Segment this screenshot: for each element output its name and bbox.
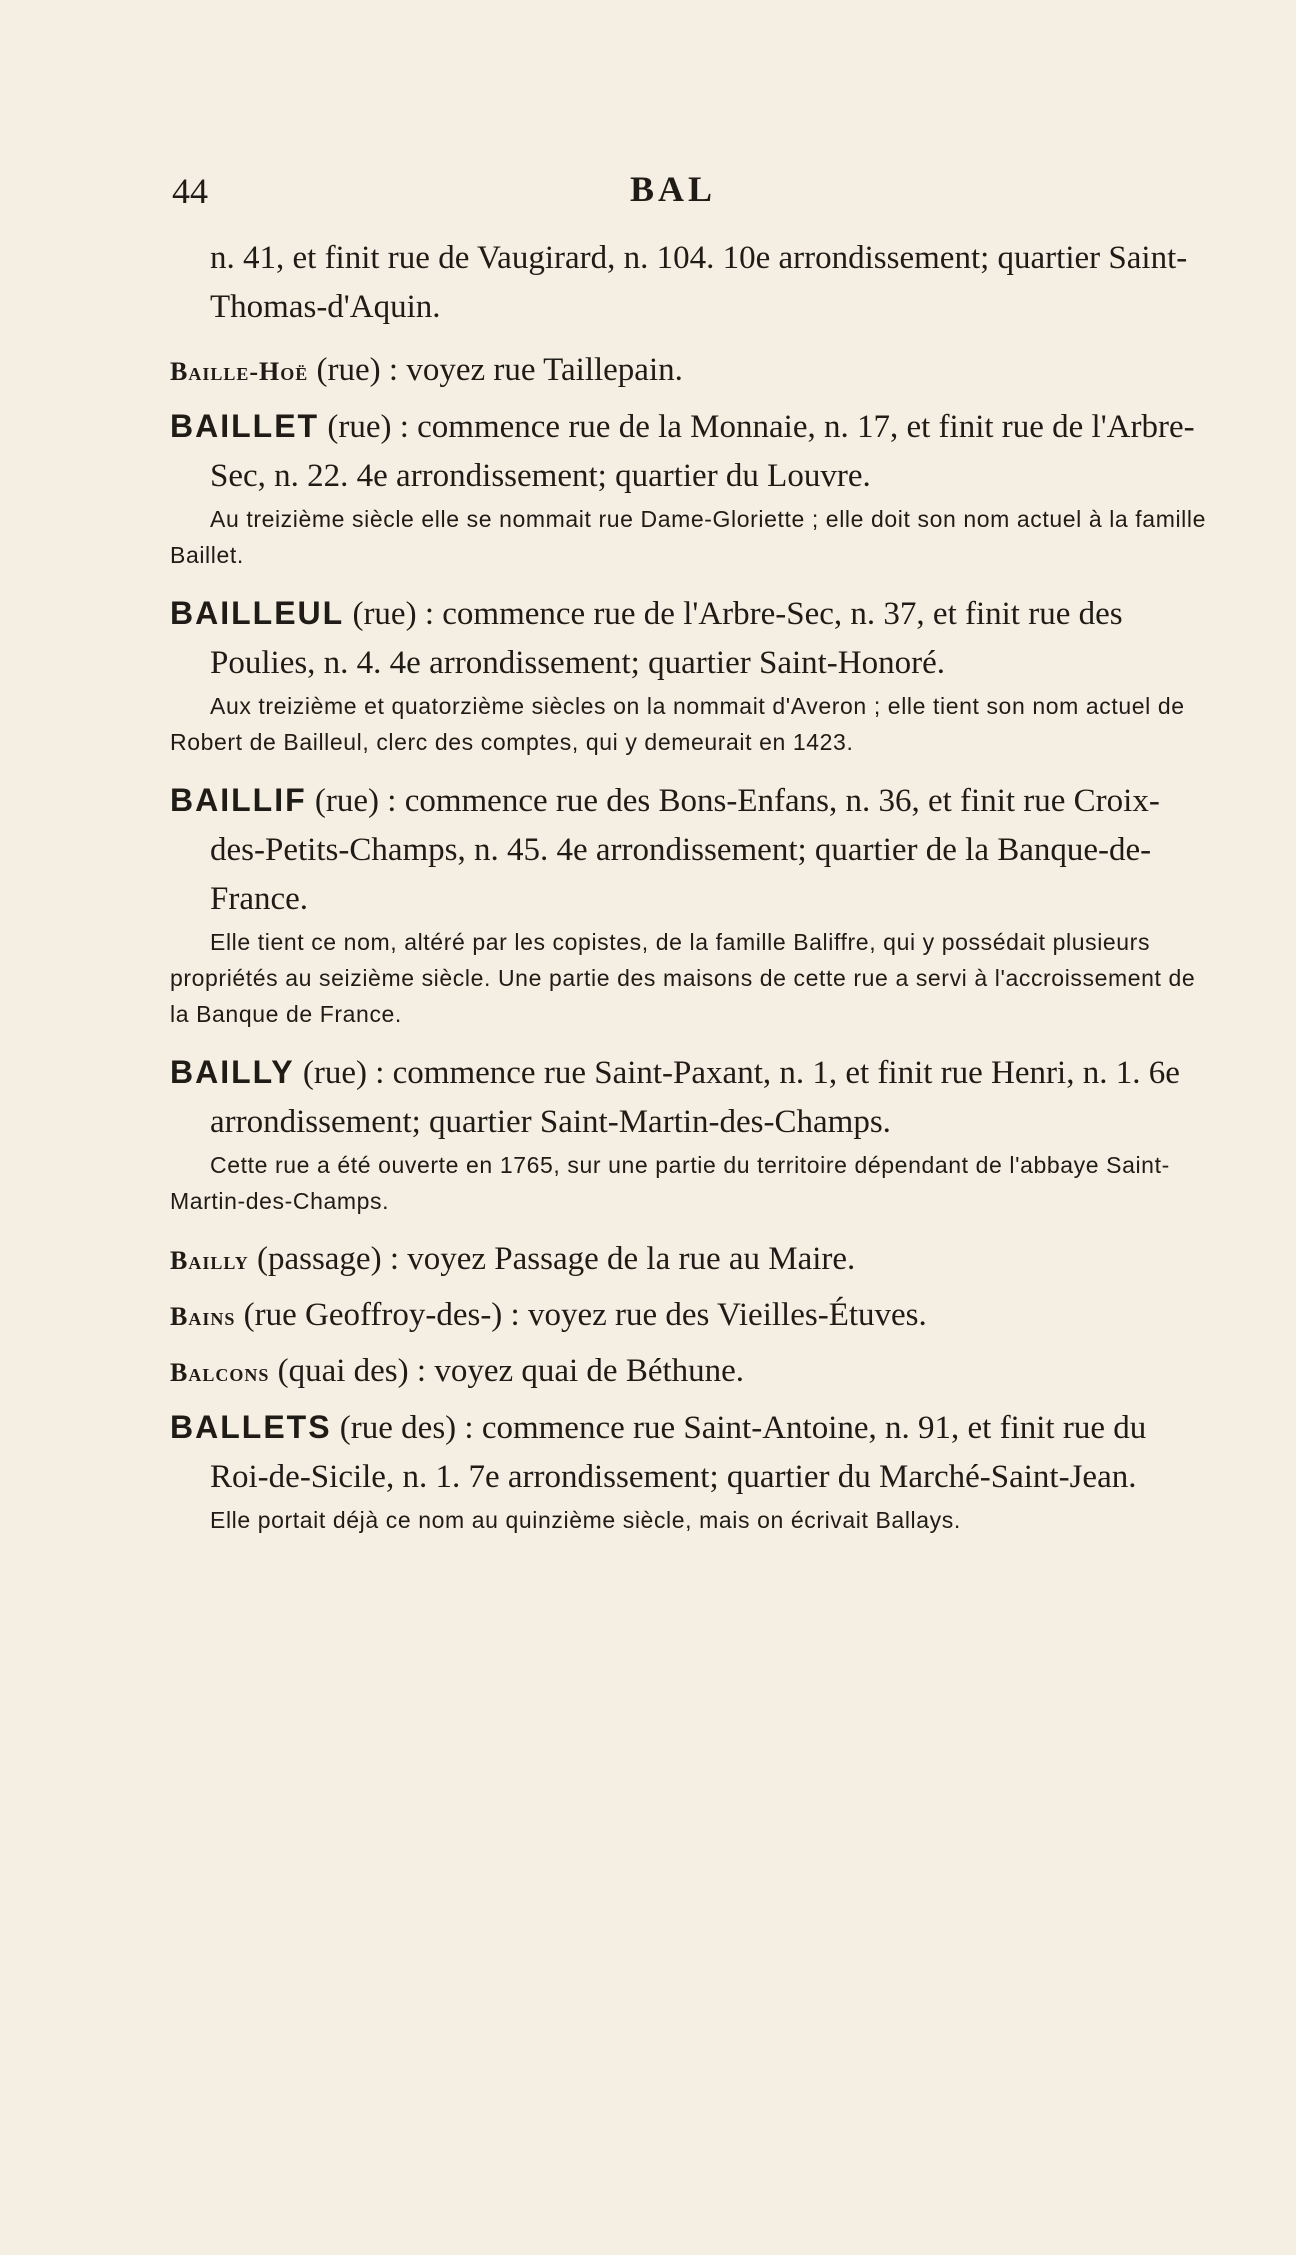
entry-line [170,589,1210,688]
entry-line [170,346,1210,396]
page-header [170,160,1210,220]
entry-note: Au treizième siècle elle se nommait rue Dame-Gloriette ; elle doit son nom actuel à la famille Baillet. [170,506,1206,568]
entry-text: voyez rue Taillepain. [406,352,683,388]
entry-baillif [170,776,1210,1032]
entry-headword: BAILLY [170,1054,295,1090]
entry-text: voyez rue des Vieilles-Étuves. [527,1297,927,1333]
entry-bailleul [170,589,1210,760]
entry-text: voyez Passage de la rue au Maire. [407,1241,856,1277]
entry-kind: (rue) : [352,596,434,632]
entry-headword: Bailly [170,1246,249,1275]
entry-bailly-passage [170,1235,1210,1285]
entry-headword: BAILLET [170,408,320,444]
entry-text: n. 41, et finit rue de Vaugirard, n. 104. 10e arrondissement; quartier Saint-Thomas-d'Aquin. [210,240,1188,325]
entry-text: commence rue de la Monnaie, n. 17, et finit rue de l'Arbre-Sec, n. 22. 4e arrondissement; quartier du Louvre. [210,409,1195,494]
entry-note: Elle portait déjà ce nom au quinzième siècle, mais on écrivait Ballays. [210,1507,961,1533]
entry-ballets [170,1403,1210,1538]
entry-headword: Baille-Hoë [170,357,309,386]
entry-kind: (rue) : [302,1055,385,1091]
entry-note: Cette rue a été ouverte en 1765, sur une partie du territoire dépendant de l'abbaye Saint-Martin-des-Champs. [170,1152,1170,1214]
entry-headword: BAILLIF [170,782,307,818]
entry-kind: (rue Geoffroy-des-) : [243,1297,520,1333]
entry-line [170,402,1210,501]
entry-kind: (rue) : [316,352,399,388]
entry-text: commence rue Saint-Antoine, n. 91, et finit rue du Roi-de-Sicile, n. 1. 7e arrondissement; quartier du Marché-Saint-Jean. [210,1410,1147,1495]
entry-baillet [170,402,1210,573]
entry-line [170,776,1210,924]
entry-bains [170,1291,1210,1341]
entry-text: voyez quai de Béthune. [434,1353,745,1389]
entry-kind: (rue) : [314,783,397,819]
entry-kind: (rue) : [327,409,409,445]
entry-line [170,1291,1210,1341]
entry-note: Elle tient ce nom, altéré par les copistes, de la famille Baliffre, qui y possédait plusieurs propriétés au seizième siècle. Une partie des maisons de cette rue a servi à l'accroissement de la Banque de France. [170,929,1196,1027]
entry-headword: Bains [170,1302,236,1331]
entry-headword: BAILLEUL [170,595,345,631]
entry-text: commence rue Saint-Paxant, n. 1, et finit rue Henri, n. 1. 6e arrondissement; quartier Saint-Martin-des-Champs. [210,1055,1180,1140]
entry-headword: Balcons [170,1358,270,1387]
entry-kind: (passage) : [256,1241,399,1277]
entry-text: commence rue des Bons-Enfans, n. 36, et finit rue Croix-des-Petits-Champs, n. 45. 4e arrondissement; quartier de la Banque-de-France. [210,783,1160,917]
entry-continuation [170,234,1210,332]
entry-baille-hoe [170,346,1210,396]
entry-note: Aux treizième et quatorzième siècles on la nommait d'Averon ; elle tient son nom actuel de Robert de Bailleul, clerc des comptes, qui y demeurait en 1423. [170,693,1185,755]
page [170,160,1210,1548]
entry-balcons [170,1347,1210,1397]
entry-kind: (quai des) : [277,1353,427,1389]
entry-kind: (rue des) : [339,1410,474,1446]
page-number: 44 [172,171,208,211]
entry-text: commence rue de l'Arbre-Sec, n. 37, et finit rue des Poulies, n. 4. 4e arrondissement; quartier Saint-Honoré. [210,596,1123,681]
entry-bailly-rue [170,1048,1210,1219]
entry-headword: BALLETS [170,1409,332,1445]
entry-line [170,1403,1210,1502]
entry-line [170,1347,1210,1397]
entry-line [170,1235,1210,1285]
entry-line [170,1048,1210,1147]
running-head: BAL [630,169,717,209]
